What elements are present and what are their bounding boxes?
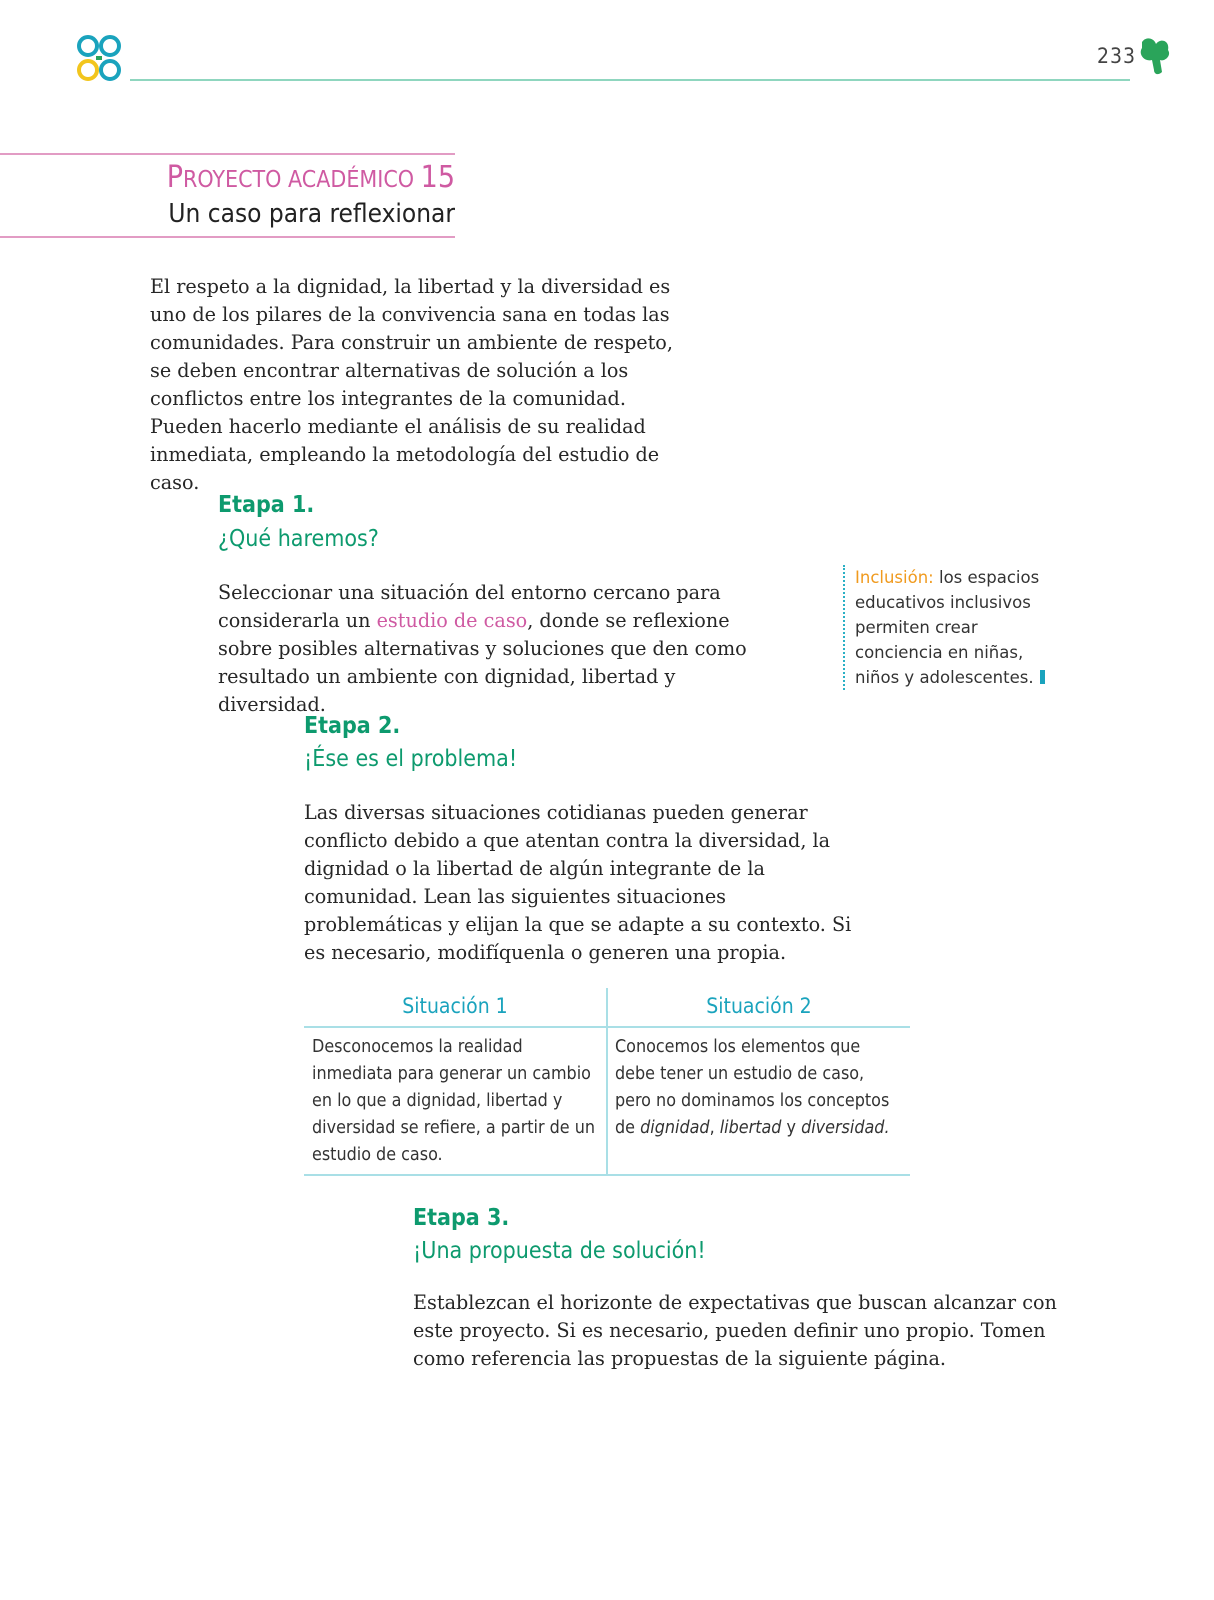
- title-rule-top: [0, 153, 455, 155]
- sidenote-term: Inclusión:: [855, 568, 934, 587]
- etapa-1-paragraph: [218, 579, 773, 719]
- title-rule-bottom: [0, 236, 455, 238]
- etapa-2-paragraph: Las diversas situaciones cotidianas pueden generar conflicto debido a que atentan contra la diversidad, la dignidad o la libertad de algún integrante de la comunidad. Lean las siguientes situaciones problemáticas y elijan la que se adapte a su contexto. Si es necesario, modifíquenla o generen una propia.: [304, 801, 852, 964]
- situation-2-text-before: Conocemos los elementos que debe tener un estudio de caso, pero no dominamos los conceptos de: [615, 1036, 890, 1138]
- etapa-3-number: Etapa 3.: [413, 1205, 510, 1231]
- etapa-1-text-after: , donde se reflexione sobre posibles alternativas y soluciones que den como resultado un ambiente con dignidad, libertad y diversidad.: [218, 609, 747, 716]
- header-rule: [130, 79, 1130, 81]
- situation-2-end: .: [884, 1117, 890, 1138]
- term-dignidad: dignidad: [640, 1117, 710, 1138]
- project-label-initial: P: [166, 160, 183, 195]
- etapa-3-subtitle: ¡Una propuesta de solución!: [413, 1238, 706, 1264]
- situation-2-heading: Situación 2: [706, 994, 812, 1018]
- sidenote-text: los espacios educativos inclusivos permiten crear conciencia en niñas, niños y adolescentes.: [855, 568, 1040, 687]
- end-mark-icon: [1040, 670, 1045, 684]
- etapa-2-number: Etapa 2.: [304, 713, 401, 739]
- table-header-rule: [304, 1026, 910, 1028]
- etapa-1-text-before: Seleccionar una situación del entorno cercano para considerarla un: [218, 581, 721, 632]
- situation-2-sep-2: y: [781, 1117, 802, 1138]
- intro-paragraph: El respeto a la dignidad, la libertad y la diversidad es uno de los pilares de la convivencia sana en todas las comunidades. Para construir un ambiente de respeto, se deben encontrar alternativas de solución a los conflictos entre los integrantes de la comunidad. Pueden hacerlo mediante el análisis de su realidad inmediata, empleando la metodología del estudio de caso.: [150, 275, 673, 494]
- etapa-2-subtitle: ¡Ése es el problema!: [304, 746, 518, 772]
- project-number: 15: [420, 160, 455, 195]
- interlocking-rings-logo-icon: [74, 34, 124, 84]
- situation-1-text: Desconocemos la realidad inmediata para generar un cambio en lo que a dignidad, libertad y diversidad se refiere, a partir de un estudio de caso.: [312, 1036, 596, 1165]
- term-diversidad: diversidad: [801, 1117, 885, 1138]
- table-bottom-rule: [304, 1174, 910, 1176]
- project-label: [150, 160, 455, 195]
- project-label-rest: ROYECTO ACADÉMICO: [182, 167, 421, 193]
- inclusion-sidenote: [843, 565, 1063, 690]
- situation-1-heading: Situación 1: [402, 994, 508, 1018]
- situation-2-text: [615, 1033, 905, 1141]
- etapa-3-paragraph: Establezcan el horizonte de expectativas que buscan alcanzar con este proyecto. Si es necesario, pueden definir uno propio. Tomen como referencia las propuestas de la siguiente página.: [413, 1291, 1057, 1370]
- green-mascot-icon: [1138, 36, 1172, 76]
- project-subtitle: Un caso para reflexionar: [168, 199, 455, 229]
- etapa-1-number: Etapa 1.: [218, 492, 315, 518]
- term-libertad: libertad: [719, 1117, 782, 1138]
- etapa-1-subtitle: ¿Qué haremos?: [218, 526, 379, 552]
- situation-2-sep-1: ,: [709, 1117, 720, 1138]
- estudio-de-caso-link[interactable]: estudio de caso: [376, 609, 528, 632]
- page-number: 233: [1097, 44, 1137, 68]
